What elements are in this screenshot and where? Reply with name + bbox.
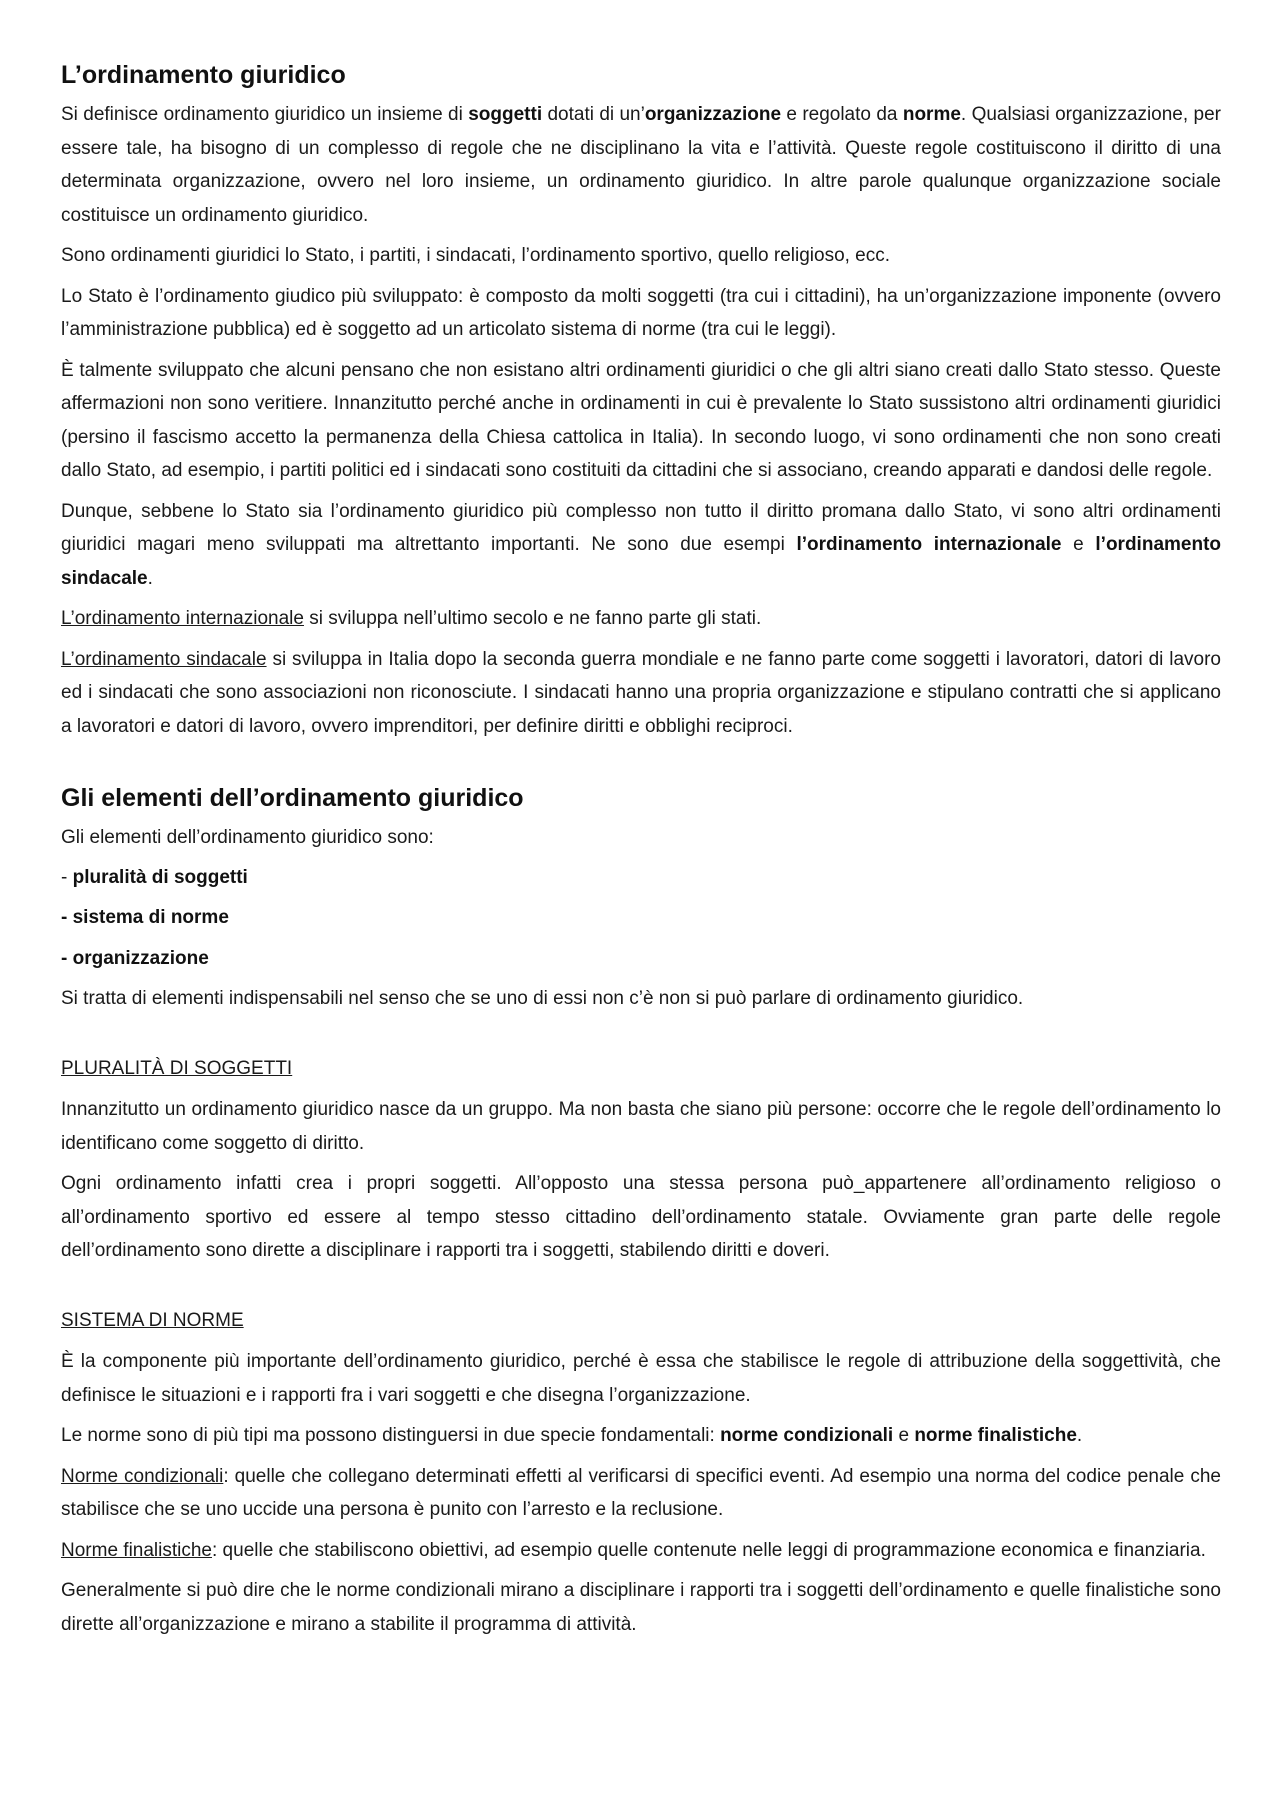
paragraph-pluralita-1: Innanzitutto un ordinamento giuridico nasce da un gruppo. Ma non basta che siano più persone: occorre che le regole dell’ordinamento lo identificano come soggetto di diritto. — [61, 1099, 1221, 1154]
paragraph-norme-finalistiche: Norme finalistiche: quelle che stabiliscono obiettivi, ad esempio quelle contenute nelle leggi di programmazione economica e finanziaria. — [61, 1539, 1206, 1561]
paragraph-examples: Sono ordinamenti giuridici lo Stato, i partiti, i sindacati, l’ordinamento sportivo, quello religioso, ecc. — [61, 245, 891, 266]
subheading-pluralita: PLURALITÀ DI SOGGETTI — [61, 1057, 293, 1079]
list-item: - organizzazione — [61, 947, 209, 969]
subheading-sistema-norme: SISTEMA DI NORME — [61, 1309, 244, 1331]
paragraph-norme-condizionali: Norme condizionali: quelle che collegano determinati effetti al verificarsi di specifici eventi. Ad esempio una norma del codice penale che stabilisce che se uno uccide una persona è punito con l’arresto e la reclusione. — [61, 1465, 1221, 1520]
paragraph-internazionale: L’ordinamento internazionale si sviluppa nell’ultimo secolo e ne fanno parte gli stati. — [61, 608, 762, 629]
paragraph-definition: Si definisce ordinamento giuridico un insieme di soggetti dotati di un’organizzazione e regolato da norme. Qualsiasi organizzazione, per essere tale, ha bisogno di un complesso di regole che ne disciplinano la vita e l’attività. Queste regole costituiscono il diritto di una determinata organizzazione, ovvero nel loro insieme, un ordinamento giuridico. In altre parole qualunque organizzazione sociale costituisce un ordinamento giuridico. — [61, 104, 1221, 226]
paragraph-norme-2: Le norme sono di più tipi ma possono distinguersi in due specie fondamentali: norme condizionali e norme finalistiche. — [61, 1425, 1083, 1446]
paragraph-elementi-closing: Si tratta di elementi indispensabili nel senso che se uno di essi non c’è non si può parlare di ordinamento giuridico. — [61, 988, 1024, 1009]
paragraph-pluralita-2: Ogni ordinamento infatti crea i propri soggetti. All’opposto una stessa persona può_appartenere all’ordinamento religioso o all’ordinamento sportivo ed essere al tempo stesso cittadino dell’ordinamento statale. Ovviamente gran parte delle regole dell’ordinamento sono dirette a disciplinare i rapporti tra i soggetti, stabilendo diritti e doveri. — [61, 1173, 1221, 1261]
paragraph-dunque: Dunque, sebbene lo Stato sia l’ordinamento giuridico più complesso non tutto il diritto promana dallo Stato, vi sono altri ordinamenti giuridici magari meno sviluppati ma altrettanto importanti. Ne sono due esempi l’ordinamento internazionale e l’ordinamento sindacale. — [61, 500, 1222, 589]
list-item: - pluralità di soggetti — [61, 866, 248, 888]
paragraph-stato-sviluppo: È talmente sviluppato che alcuni pensano che non esistano altri ordinamenti giuridici o che gli altri siano creati dallo Stato stesso. Queste affermazioni non sono veritiere. Innanzitutto perché anche in ordinamenti in cui è prevalente lo Stato sussistono altri ordinamenti giuridici (persino il fascismo accetto la permanenza della Chiesa cattolica in Italia). In secondo luogo, vi sono ordinamenti che non sono creati dallo Stato, ad esempio, i partiti politici ed i sindacati sono costituiti da cittadini che si associano, creando apparati e dandosi delle regole. — [61, 359, 1221, 481]
paragraph-norme-conclusione: Generalmente si può dire che le norme condizionali mirano a disciplinare i rapporti tra i soggetti dell’ordinamento e quelle finalistiche sono dirette all’organizzazione e mirano a stabilite il programma di attività. — [61, 1580, 1221, 1635]
paragraph-sindacale: L’ordinamento sindacale si sviluppa in Italia dopo la seconda guerra mondiale e ne fanno parte come soggetti i lavoratori, datori di lavoro ed i sindacati che sono associazioni non riconosciute. I sindacati hanno una propria organizzazione e stipulano contratti che si applicano a lavoratori e datori di lavoro, ovvero imprenditori, per definire diritti e obblighi reciproci. — [61, 648, 1221, 737]
elements-list — [61, 861, 1221, 976]
list-item: - sistema di norme — [61, 907, 229, 928]
paragraph-elementi-intro: Gli elementi dell’ordinamento giuridico sono: — [61, 827, 434, 848]
paragraph-stato: Lo Stato è l’ordinamento giudico più sviluppato: è composto da molti soggetti (tra cui i cittadini), ha un’organizzazione imponente (ovvero l’amministrazione pubblica) ed è soggetto ad un articolato sistema di norme (tra cui le leggi). — [61, 285, 1221, 340]
paragraph-norme-1: È la componente più importante dell’ordinamento giuridico, perché è essa che stabilisce le regole di attribuzione della soggettività, che definisce le situazioni e i rapporti fra i vari soggetti e che disegna l’organizzazione. — [61, 1351, 1221, 1406]
section-title-elementi: Gli elementi dell’ordinamento giuridico — [61, 784, 524, 812]
section-title-ordinamento: L’ordinamento giuridico — [61, 61, 346, 89]
document-page — [61, 58, 1221, 1648]
